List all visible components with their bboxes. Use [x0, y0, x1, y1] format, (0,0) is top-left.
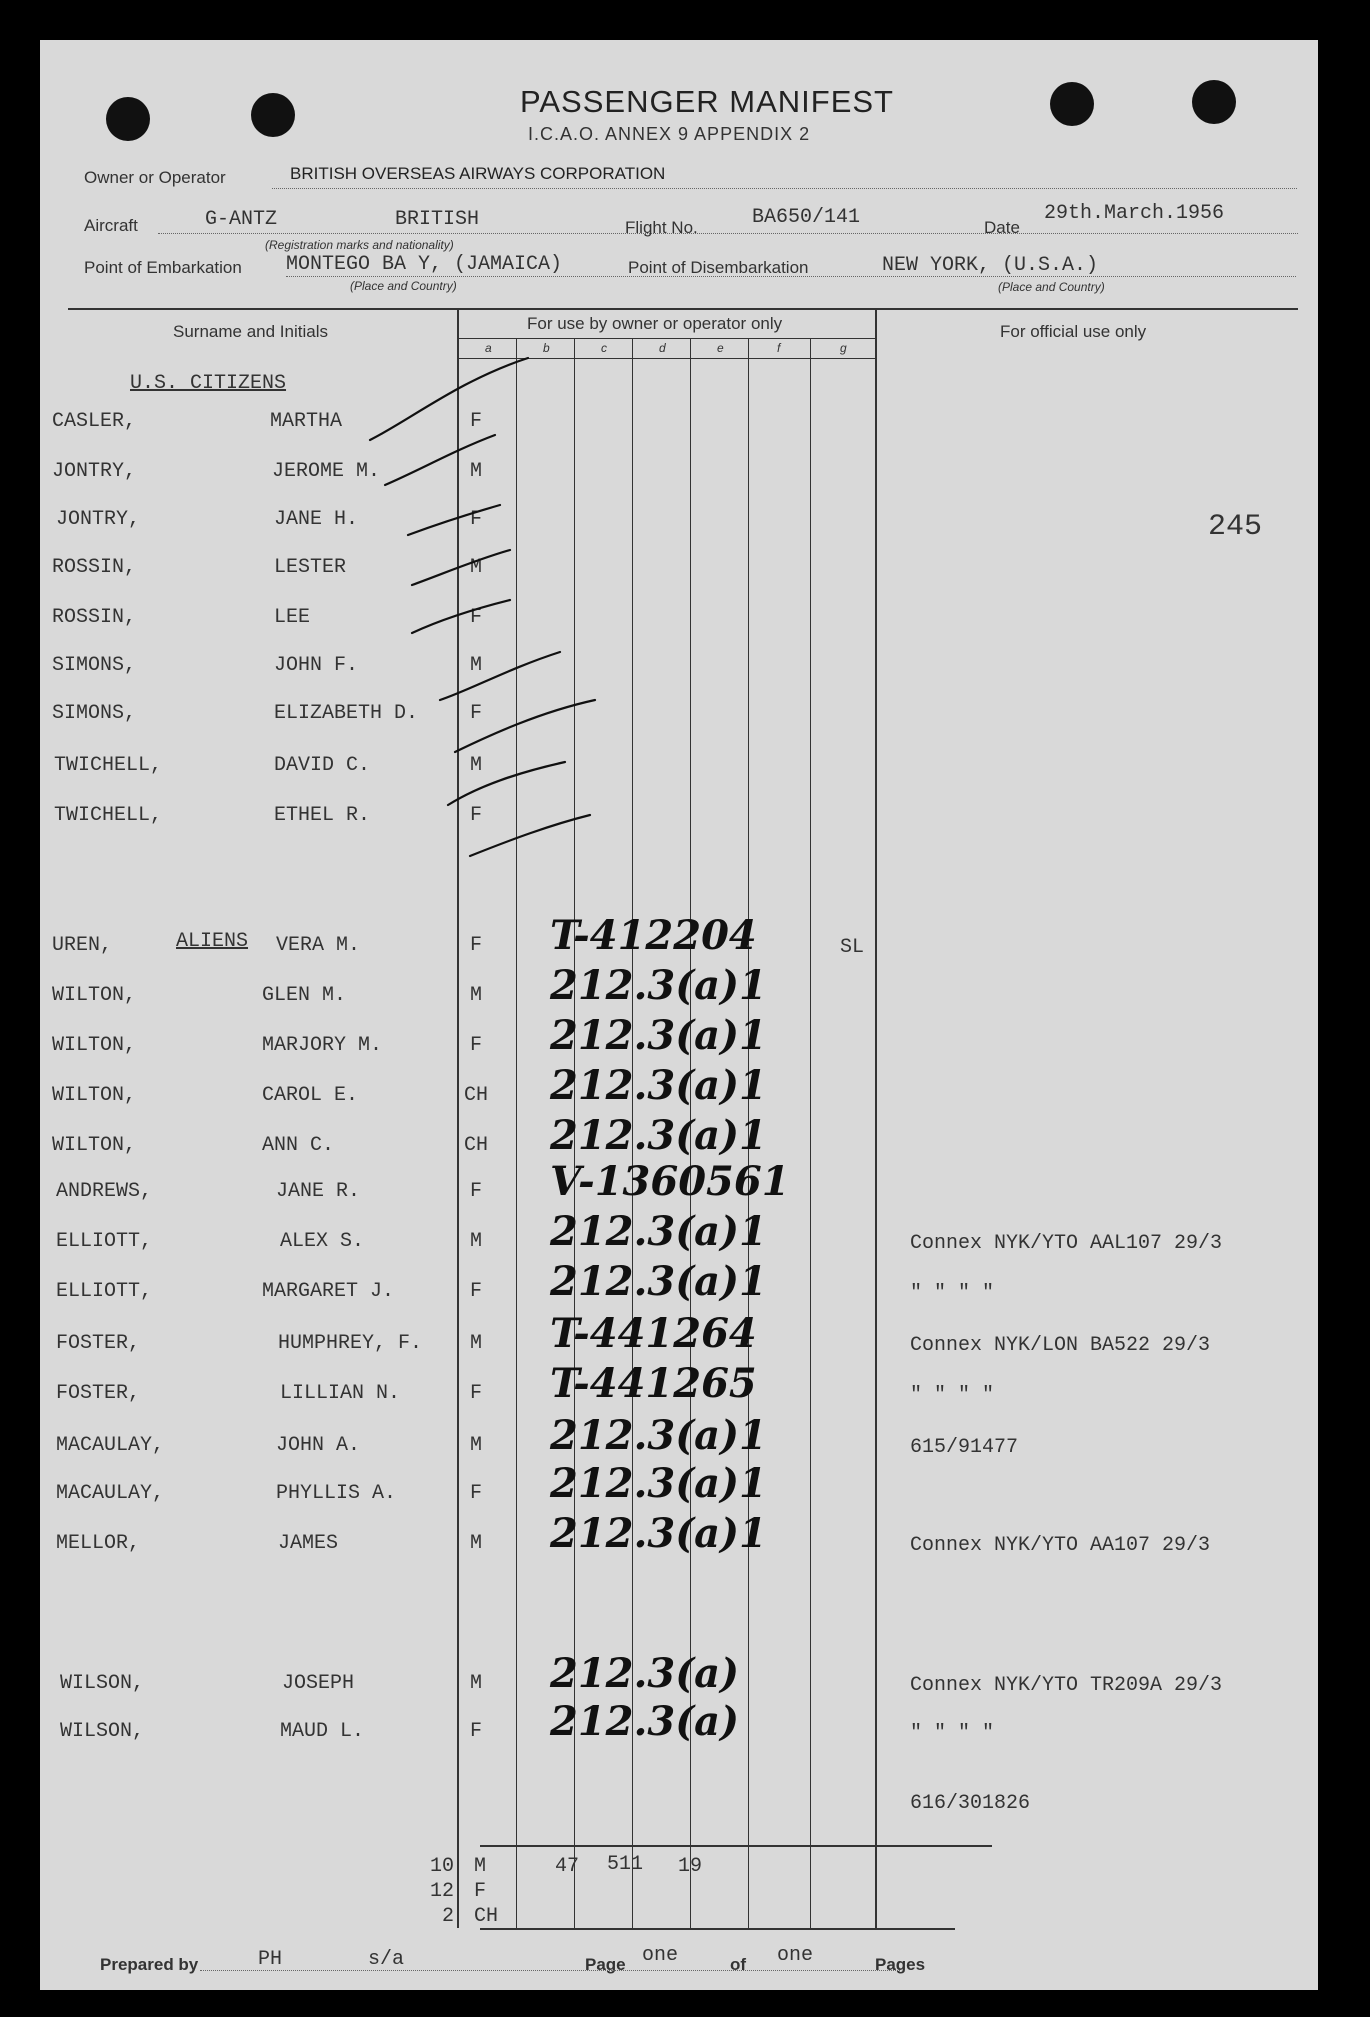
- passenger-surname: WILTON,: [52, 1084, 137, 1107]
- passenger-given-names: JOHN A.: [276, 1434, 361, 1457]
- passenger-sex: F: [470, 606, 483, 629]
- passenger-given-names: VERA M.: [276, 934, 361, 957]
- total-f-label: F: [474, 1880, 487, 1903]
- page-title: PASSENGER MANIFEST: [520, 84, 894, 119]
- passenger-official-note: Connex NYK/YTO TR209A 29/3: [910, 1674, 1223, 1697]
- passenger-sex: M: [470, 1434, 483, 1457]
- passenger-surname: ROSSIN,: [52, 556, 137, 579]
- total-f-count: 12: [430, 1880, 455, 1903]
- passenger-given-names: JAMES: [278, 1532, 339, 1555]
- embark-value: MONTEGO BA Y, (JAMAICA): [286, 253, 563, 276]
- of-value: one: [777, 1944, 814, 1967]
- prepared-by-value: PH: [258, 1948, 283, 1971]
- section-us-citizens: U.S. CITIZENS: [130, 372, 287, 395]
- passenger-sex: M: [470, 754, 483, 777]
- passenger-given-names: HUMPHREY, F.: [278, 1332, 423, 1355]
- passenger-sex: F: [470, 1482, 483, 1505]
- passenger-surname: SIMONS,: [52, 702, 137, 725]
- pages-label: Pages: [875, 1955, 926, 1974]
- aircraft-nationality: BRITISH: [395, 208, 480, 231]
- passenger-given-names: LILLIAN N.: [280, 1382, 401, 1405]
- passenger-sex: M: [470, 984, 483, 1007]
- owner-label: Owner or Operator: [84, 168, 226, 187]
- passenger-surname: WILSON,: [60, 1720, 145, 1743]
- disembark-value: NEW YORK, (U.S.A.): [882, 254, 1099, 277]
- disembark-label: Point of Disembarkation: [628, 258, 809, 277]
- passenger-given-names: MARJORY M.: [262, 1034, 383, 1057]
- col-sub-f: f: [777, 341, 781, 355]
- aircraft-reg: G-ANTZ: [205, 208, 278, 231]
- extra-official-note: 616/301826: [910, 1792, 1031, 1815]
- passenger-surname: FOSTER,: [56, 1382, 141, 1405]
- passenger-surname: FOSTER,: [56, 1332, 141, 1355]
- passenger-sex: CH: [464, 1134, 489, 1157]
- passenger-sex: F: [470, 1034, 483, 1057]
- total-ch-count: 2: [442, 1905, 455, 1928]
- passenger-given-names: JOSEPH: [282, 1672, 355, 1695]
- col-sub-a: a: [485, 341, 492, 355]
- passenger-document-entry: T-441264: [550, 1310, 757, 1357]
- passenger-given-names: ELIZABETH D.: [274, 702, 419, 725]
- passenger-surname: CASLER,: [52, 410, 137, 433]
- passenger-official-note: " " " ": [910, 1722, 995, 1745]
- passenger-document-entry: 212.3(a)1: [550, 1460, 767, 1507]
- passenger-sex: M: [470, 1532, 483, 1555]
- passenger-document-entry: 212.3(a)1: [550, 1012, 767, 1059]
- passenger-sex: M: [470, 1230, 483, 1253]
- passenger-document-entry: 212.3(a)1: [550, 1258, 767, 1305]
- flight-label: Flight No.: [625, 218, 698, 237]
- passenger-surname: TWICHELL,: [54, 804, 163, 827]
- passenger-sex: F: [470, 934, 483, 957]
- passenger-document-entry: T-412204: [550, 912, 757, 959]
- passenger-sex: F: [470, 804, 483, 827]
- passenger-sex: M: [470, 1672, 483, 1695]
- passenger-sex: F: [470, 1180, 483, 1203]
- passenger-surname: ANDREWS,: [56, 1180, 153, 1203]
- passenger-document-entry: 212.3(a): [550, 1650, 740, 1697]
- passenger-sex: M: [470, 654, 483, 677]
- passenger-given-names: ANN C.: [262, 1134, 335, 1157]
- col-sub-d: d: [659, 341, 666, 355]
- passenger-official-note: Connex NYK/YTO AAL107 29/3: [910, 1232, 1223, 1255]
- passenger-given-names: MARGARET J.: [262, 1280, 395, 1303]
- passenger-given-names: ETHEL R.: [274, 804, 371, 827]
- pen-check-marks: [40, 40, 1318, 1990]
- col-sub-c: c: [601, 341, 607, 355]
- total-d: 19: [678, 1855, 703, 1878]
- passenger-surname: SIMONS,: [52, 654, 137, 677]
- flight-value: BA650/141: [752, 206, 861, 229]
- passenger-surname: MACAULAY,: [56, 1434, 165, 1457]
- total-c: 511: [607, 1853, 644, 1876]
- passenger-surname: MACAULAY,: [56, 1482, 165, 1505]
- passenger-document-entry: V-1360561: [550, 1158, 790, 1205]
- passenger-official-note: Connex NYK/YTO AA107 29/3: [910, 1534, 1211, 1557]
- col-header-official: For official use only: [1000, 322, 1147, 341]
- passenger-document-entry: 212.3(a)1: [550, 1112, 767, 1159]
- passenger-given-names: JANE H.: [274, 508, 359, 531]
- passenger-surname: MELLOR,: [56, 1532, 141, 1555]
- passenger-document-entry: 212.3(a)1: [550, 1412, 767, 1459]
- prepared-sa: s/a: [368, 1948, 405, 1971]
- passenger-sex: F: [470, 410, 483, 433]
- col-sub-g: g: [840, 341, 847, 355]
- col-header-owner-use: For use by owner or operator only: [527, 314, 783, 333]
- passenger-given-names: JANE R.: [276, 1180, 361, 1203]
- passenger-sex: F: [470, 1280, 483, 1303]
- page-subtitle: I.C.A.O. ANNEX 9 APPENDIX 2: [528, 124, 811, 144]
- passenger-document-entry: 212.3(a)1: [550, 1208, 767, 1255]
- passenger-given-names: PHYLLIS A.: [276, 1482, 397, 1505]
- passenger-given-names: MARTHA: [270, 410, 343, 433]
- page-number: 245: [1208, 510, 1263, 544]
- passenger-surname: WILTON,: [52, 1134, 137, 1157]
- of-label: of: [730, 1955, 747, 1974]
- passenger-sex: CH: [464, 1084, 489, 1107]
- aircraft-note: (Registration marks and nationality): [265, 238, 454, 252]
- total-b: 47: [555, 1855, 580, 1878]
- aircraft-label: Aircraft: [84, 216, 138, 235]
- passenger-document-entry: 212.3(a)1: [550, 962, 767, 1009]
- owner-value: BRITISH OVERSEAS AIRWAYS CORPORATION: [290, 164, 666, 183]
- passenger-surname: WILSON,: [60, 1672, 145, 1695]
- passenger-sex: F: [470, 1382, 483, 1405]
- total-ch-label: CH: [474, 1905, 499, 1928]
- passenger-surname: UREN,: [52, 934, 113, 957]
- embark-note: (Place and Country): [350, 279, 457, 293]
- passenger-surname: JONTRY,: [56, 508, 141, 531]
- passenger-given-names: ALEX S.: [280, 1230, 365, 1253]
- passenger-document-entry: 212.3(a)1: [550, 1062, 767, 1109]
- passenger-given-names: GLEN M.: [262, 984, 347, 1007]
- col-sub-b: b: [543, 341, 550, 355]
- passenger-official-note: Connex NYK/LON BA522 29/3: [910, 1334, 1211, 1357]
- passenger-official-note: SL: [840, 936, 865, 959]
- passenger-document-entry: 212.3(a): [550, 1698, 740, 1745]
- passenger-given-names: JOHN F.: [274, 654, 359, 677]
- passenger-document-entry: T-441265: [550, 1360, 757, 1407]
- passenger-official-note: " " " ": [910, 1282, 995, 1305]
- passenger-sex: F: [470, 702, 483, 725]
- date-label: Date: [984, 218, 1020, 237]
- passenger-sex: F: [470, 508, 483, 531]
- embark-label: Point of Embarkation: [84, 258, 242, 277]
- passenger-surname: WILTON,: [52, 1034, 137, 1057]
- passenger-official-note: 615/91477: [910, 1436, 1019, 1459]
- passenger-given-names: LEE: [274, 606, 311, 629]
- manifest-sheet: [40, 40, 1318, 1990]
- section-aliens: ALIENS: [176, 930, 249, 953]
- date-value: 29th.March.1956: [1044, 202, 1225, 225]
- disembark-note: (Place and Country): [998, 280, 1105, 294]
- passenger-sex: M: [470, 556, 483, 579]
- passenger-surname: ELLIOTT,: [56, 1230, 153, 1253]
- col-sub-e: e: [717, 341, 724, 355]
- total-m-count: 10: [430, 1855, 455, 1878]
- passenger-surname: JONTRY,: [52, 460, 137, 483]
- page-label: Page: [585, 1955, 626, 1974]
- passenger-sex: M: [470, 1332, 483, 1355]
- passenger-document-entry: 212.3(a)1: [550, 1510, 767, 1557]
- passenger-official-note: " " " ": [910, 1384, 995, 1407]
- prepared-by-label: Prepared by: [100, 1955, 199, 1974]
- col-header-surname: Surname and Initials: [173, 322, 328, 341]
- passenger-surname: ROSSIN,: [52, 606, 137, 629]
- passenger-given-names: JEROME M.: [272, 460, 381, 483]
- passenger-sex: M: [470, 460, 483, 483]
- passenger-surname: TWICHELL,: [54, 754, 163, 777]
- passenger-given-names: MAUD L.: [280, 1720, 365, 1743]
- passenger-given-names: DAVID C.: [274, 754, 371, 777]
- passenger-given-names: CAROL E.: [262, 1084, 359, 1107]
- total-m-label: M: [474, 1855, 487, 1878]
- passenger-sex: F: [470, 1720, 483, 1743]
- page-value: one: [642, 1944, 679, 1967]
- passenger-surname: WILTON,: [52, 984, 137, 1007]
- passenger-surname: ELLIOTT,: [56, 1280, 153, 1303]
- passenger-given-names: LESTER: [274, 556, 347, 579]
